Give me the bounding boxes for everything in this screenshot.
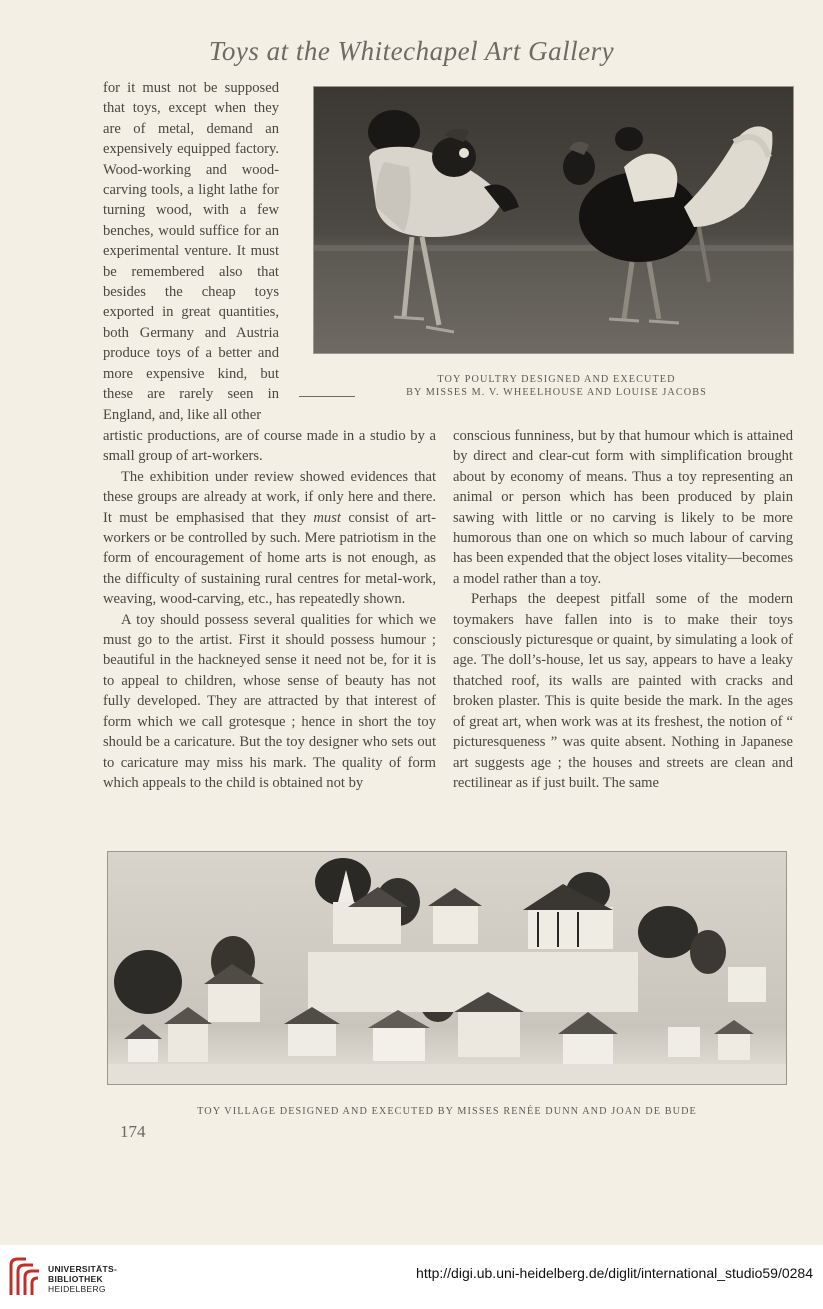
- toy-village-illustration: [108, 852, 786, 1084]
- left-paragraph-2: [103, 467, 436, 610]
- emphasis-must: must: [313, 509, 341, 526]
- poultry-caption-line1: TOY POULTRY DESIGNED AND EXECUTED: [437, 374, 676, 385]
- toy-poultry-illustration: [314, 87, 793, 353]
- poultry-caption: [314, 373, 799, 399]
- right-paragraph-2: Perhaps the deepest pitfall some of the modern toymakers have fallen into is to make their toys consciously picturesque or quaint, by simulating a look of age. The doll’s-house, let us say, appears to have a leaky thatched roof, its walls are painted with cracks and broken plaster. This is quite beside the mark. In the ages of great art, when work was at its freshest, the notion of “ picturesqueness ” was quite absent. Nothing in Japanese art suggests age ; the houses and streets are clean and rectilinear as if just built. The same: [453, 591, 793, 791]
- right-column: [453, 426, 793, 793]
- left-paragraph-1: artistic productions, are of course made in a studio by a small group of art-workers.: [103, 428, 436, 465]
- library-name: [48, 1264, 117, 1294]
- university-library-logo-icon: [8, 1257, 42, 1297]
- village-caption: TOY VILLAGE DESIGNED AND EXECUTED BY MISSES RENÉE DUNN AND JOAN DE BUDE: [197, 1106, 697, 1117]
- library-line-2: BIBLIOTHEK: [48, 1274, 103, 1284]
- left-paragraph-2-rest: consist of art-workers or be controlled by such. Mere patriotism in the form of encouragement of home arts is not enough, as the difficulty of sustaining rural centres for metal-work, weaving, wood-carving, etc., has repeatedly shown.: [103, 509, 437, 608]
- right-paragraph-1: conscious funniness, but by that humour which is attained by direct and clear-cut form with simplification brought about by economy of means. Thus a toy representing an animal or person which has been produced by plain sawing with little or no carving is likely to be more humorous than one on which so much labour of carving has been expended that the object loses vitality—becomes a model rather than a toy.: [453, 428, 794, 587]
- left-paragraph-2-text: The exhibition under review showed evidences that these groups are already at work, if only here and there. It must be emphasised that they: [103, 468, 436, 526]
- library-line-1: UNIVERSITÄTS-: [48, 1264, 118, 1274]
- source-url[interactable]: http://digi.ub.uni-heidelberg.de/diglit/international_studio59/0284: [416, 1265, 813, 1281]
- library-line-3: HEIDELBERG: [48, 1284, 106, 1294]
- caption-rule: [299, 396, 355, 397]
- narrow-column-text: [103, 78, 279, 425]
- running-head: Toys at the Whitechapel Art Gallery: [208, 36, 615, 66]
- toy-village-photo: [108, 852, 786, 1084]
- left-column: [103, 426, 436, 793]
- narrow-paragraph: for it must not be supposed that toys, except when they are of metal, demand an expensively equipped factory. Wood-working and wood-carving tools, a light lathe for turning wood, with a few benches, would suffice for an experimental venture. It must be remembered also that besides the cheap toys exported in great quantities, both Germany and Austria produce toys of a better and more expensive kind, but these are rarely seen in England, and, like all other: [103, 80, 279, 423]
- digitization-footer: [0, 1245, 823, 1309]
- toy-poultry-photo: [314, 87, 793, 353]
- left-paragraph-3: A toy should possess several qualities for which we must go to the artist. First it should possess humour ; beautiful in the hackneyed sense it need not be, for it is to appeal to children, whose sense of beauty has not fully developed. They are attracted by that interest of form which we call grotesque ; hence in short the toy should be a caricature. But the toy designer who sets out to caricature may miss his mark. The quality of form which appeals to the child is obtained not by: [103, 611, 436, 791]
- poultry-caption-line2: BY MISSES M. V. WHEELHOUSE AND LOUISE JACOBS: [406, 387, 707, 398]
- page-number: 174: [120, 1122, 146, 1141]
